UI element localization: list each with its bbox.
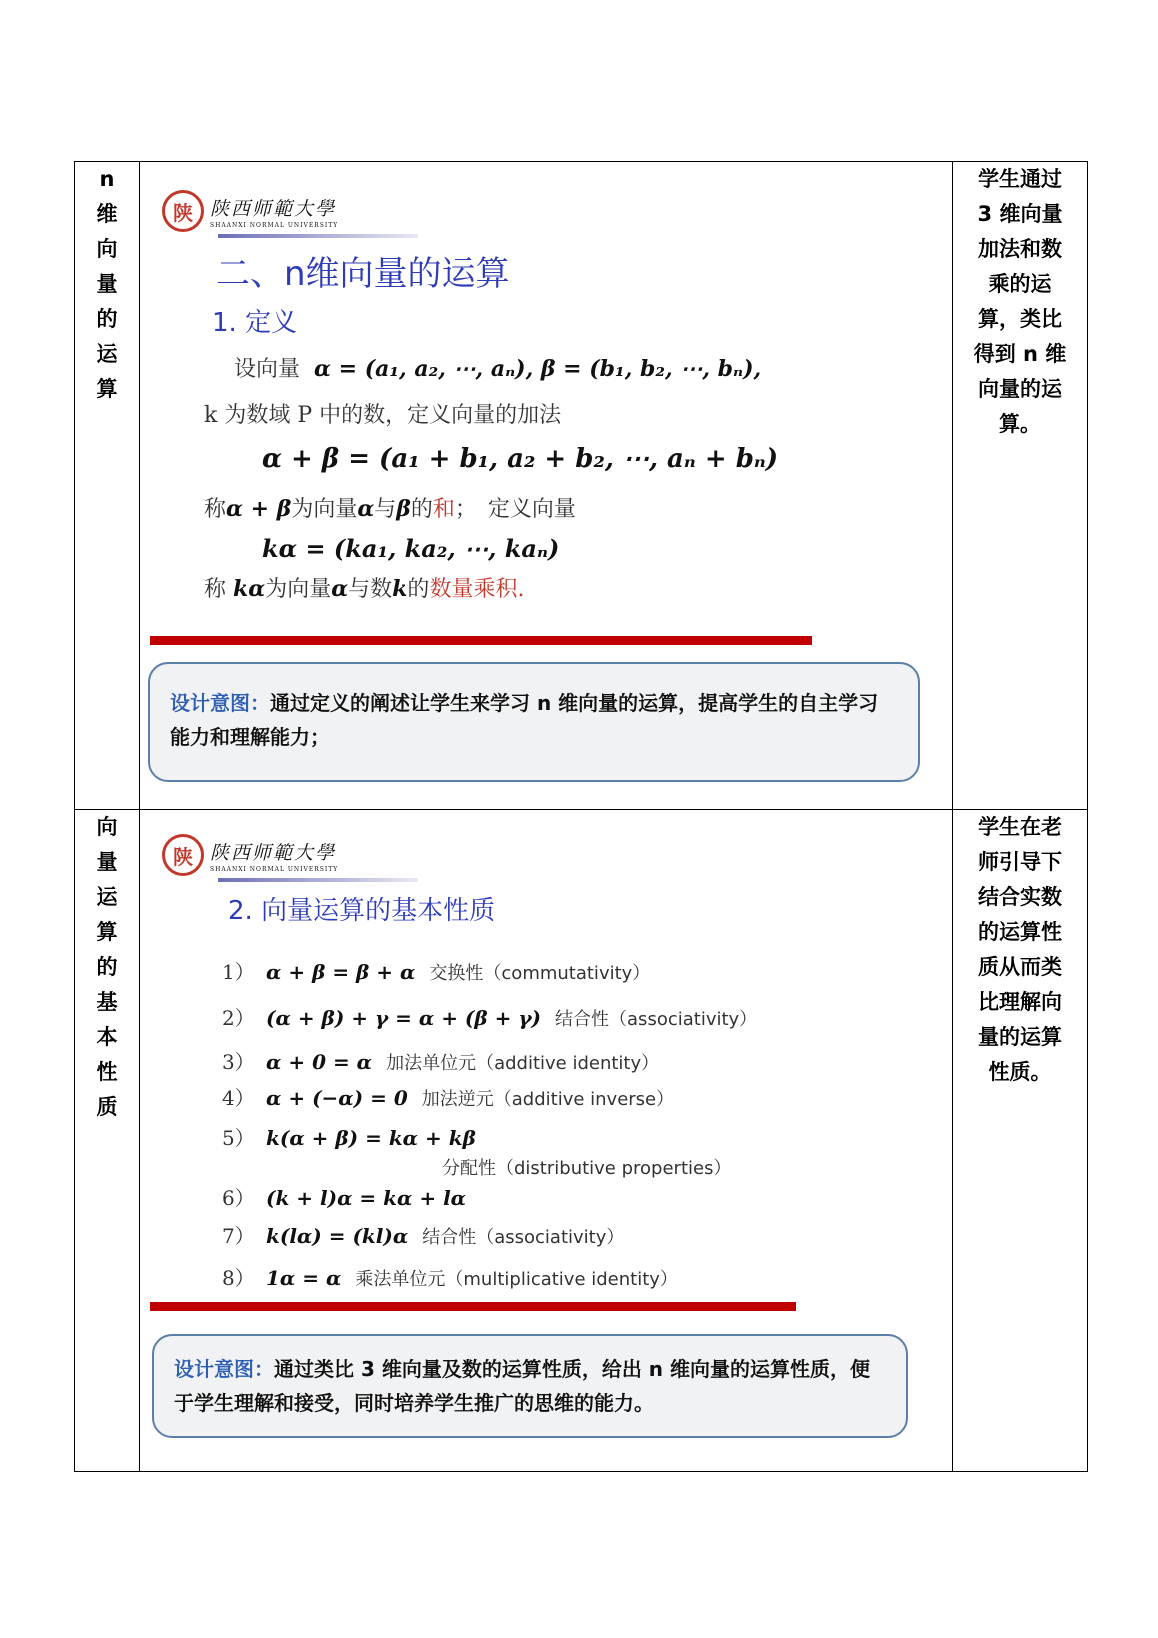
property-item <box>222 1122 490 1151</box>
highlight-text: 和 <box>432 497 455 522</box>
property-name: 结合性（associativity） <box>422 1227 625 1248</box>
item-number: 1） <box>222 960 255 984</box>
property-item <box>222 1082 674 1111</box>
formula: k(lα) = (kl)α <box>266 1224 409 1248</box>
logo-divider <box>218 878 418 882</box>
red-divider <box>150 636 812 645</box>
logo-divider <box>218 234 418 238</box>
formula: (α + β) + γ = α + (β + γ) <box>266 1006 542 1030</box>
formula: α + β <box>226 496 292 522</box>
formula: α + 0 = α <box>266 1050 373 1074</box>
property-name: 分配性（distributive properties） <box>442 1158 732 1179</box>
highlight-text: 数量乘积. <box>429 577 525 602</box>
text: 的 <box>407 577 430 602</box>
red-divider <box>150 1302 796 1311</box>
definition-line-2: k 为数域 P 中的数，定义向量的加法 <box>204 403 562 428</box>
design-intent-label: 设计意图： <box>170 691 270 715</box>
text: 设向量 <box>234 357 301 382</box>
label-char: 向 <box>96 237 118 261</box>
design-intent-text: 通过类比 3 维向量及数的运算性质，给出 n 维向量的运算性质，便于学生理解和接受，同时培养学生推广的思维的能力。 <box>174 1357 871 1415</box>
item-number: 4） <box>222 1086 255 1110</box>
text: 为向量 <box>291 497 358 522</box>
formula: (k + l)α = kα + lα <box>266 1186 467 1210</box>
definition-line-6 <box>204 572 524 603</box>
item-number: 7） <box>222 1224 255 1248</box>
item-number: 3） <box>222 1050 255 1074</box>
item-number: 5） <box>222 1126 255 1150</box>
label-char: 质 <box>96 1095 118 1119</box>
addition-formula <box>262 444 778 474</box>
formula: k(α + β) = kα + kβ <box>266 1126 476 1150</box>
design-intent-text: 通过定义的阐述让学生来学习 n 维向量的运算，提高学生的自主学习能力和理解能力； <box>170 691 879 749</box>
formula: α + β = (a₁ + b₁, a₂ + b₂, ⋯, aₙ + bₙ) <box>262 444 779 474</box>
formula: α + (−α) = 0 <box>266 1086 408 1110</box>
table-row <box>75 810 1088 1472</box>
property-name: 交换性（commutativity） <box>429 963 651 984</box>
formula: α <box>331 576 349 602</box>
property-item <box>222 1002 757 1031</box>
label-char: 量 <box>96 272 118 296</box>
design-intent-box <box>148 662 920 782</box>
slide-cell <box>140 162 953 810</box>
label-char: 算 <box>96 920 118 944</box>
item-number: 6） <box>222 1186 255 1210</box>
definition-line-1 <box>234 352 761 383</box>
lesson-table <box>74 161 1088 1472</box>
design-intent-box <box>152 1334 908 1438</box>
label-char: 的 <box>96 955 118 979</box>
logo-name-en: SHAANXI NORMAL UNIVERSITY <box>210 221 339 229</box>
student-activity-note: 学生通过 3 维向量加法和数乘的运算，类比得到 n 维向量的运算。 <box>973 167 1067 436</box>
logo-name-cn: 陕西师範大學 <box>210 197 337 220</box>
university-logo <box>162 190 338 232</box>
text: 称 <box>204 497 227 522</box>
university-logo <box>162 834 338 876</box>
item-number: 2） <box>222 1006 255 1030</box>
text: 称 <box>204 577 227 602</box>
text: 的 <box>410 497 433 522</box>
row-label <box>75 810 139 1125</box>
label-char: 运 <box>96 885 118 909</box>
text: 为向量 <box>265 577 332 602</box>
logo-name-cn: 陕西师範大學 <box>210 841 337 864</box>
formula: β <box>396 496 411 522</box>
formula: α <box>357 496 375 522</box>
label-char: 基 <box>96 990 118 1014</box>
logo-name-en: SHAANXI NORMAL UNIVERSITY <box>210 865 339 873</box>
property-item <box>222 1220 624 1249</box>
label-char: 的 <box>96 307 118 331</box>
property-item <box>222 1182 480 1211</box>
property-item <box>442 1154 731 1180</box>
label-char: 维 <box>96 202 118 226</box>
slide-subtitle: 1. 定义 <box>212 308 298 338</box>
row-label-cell <box>75 810 140 1472</box>
table-row <box>75 162 1088 810</box>
formula: 1α = α <box>266 1266 342 1290</box>
row-label <box>75 162 139 407</box>
property-name: 结合性（associativity） <box>555 1009 758 1030</box>
property-item <box>222 956 650 985</box>
label-char: 向 <box>96 815 118 839</box>
seal-icon: 陕 <box>162 190 204 232</box>
property-name: 加法单位元（additive identity） <box>386 1053 660 1074</box>
item-number: 8） <box>222 1266 255 1290</box>
property-item <box>222 1046 659 1075</box>
text: 与数 <box>348 577 393 602</box>
student-activity-note: 学生在老师引导下结合实数的运算性质从而类比理解向量的运算性质。 <box>978 815 1062 1084</box>
label-char: 本 <box>96 1025 118 1049</box>
label-char: n <box>99 167 115 191</box>
formula: kα <box>233 576 266 602</box>
formula: α + β = β + α <box>266 960 416 984</box>
property-name: 乘法单位元（multiplicative identity） <box>355 1269 678 1290</box>
label-char: 性 <box>96 1060 118 1084</box>
seal-icon: 陕 <box>162 834 204 876</box>
row-label-cell <box>75 162 140 810</box>
slide-title: 2. 向量运算的基本性质 <box>228 896 496 926</box>
text: ； 定义向量 <box>454 497 576 522</box>
property-name: 加法逆元（additive inverse） <box>421 1089 675 1110</box>
definition-line-4 <box>204 492 576 523</box>
slide-title: 二、n维向量的运算 <box>216 254 510 294</box>
scalar-formula <box>262 534 559 563</box>
property-item <box>222 1262 678 1291</box>
note-cell <box>953 162 1088 810</box>
formula: k <box>392 576 408 602</box>
text: 与 <box>374 497 397 522</box>
label-char: 运 <box>96 342 118 366</box>
label-char: 算 <box>96 377 118 401</box>
note-cell <box>953 810 1088 1472</box>
vector-formula: α = (a₁, a₂, ⋯, aₙ), β = (b₁, b₂, ⋯, bₙ), <box>314 356 762 382</box>
label-char: 量 <box>96 850 118 874</box>
formula: kα = (ka₁, ka₂, ⋯, kaₙ) <box>262 534 560 563</box>
design-intent-label: 设计意图： <box>174 1357 274 1381</box>
slide-cell <box>140 810 953 1472</box>
